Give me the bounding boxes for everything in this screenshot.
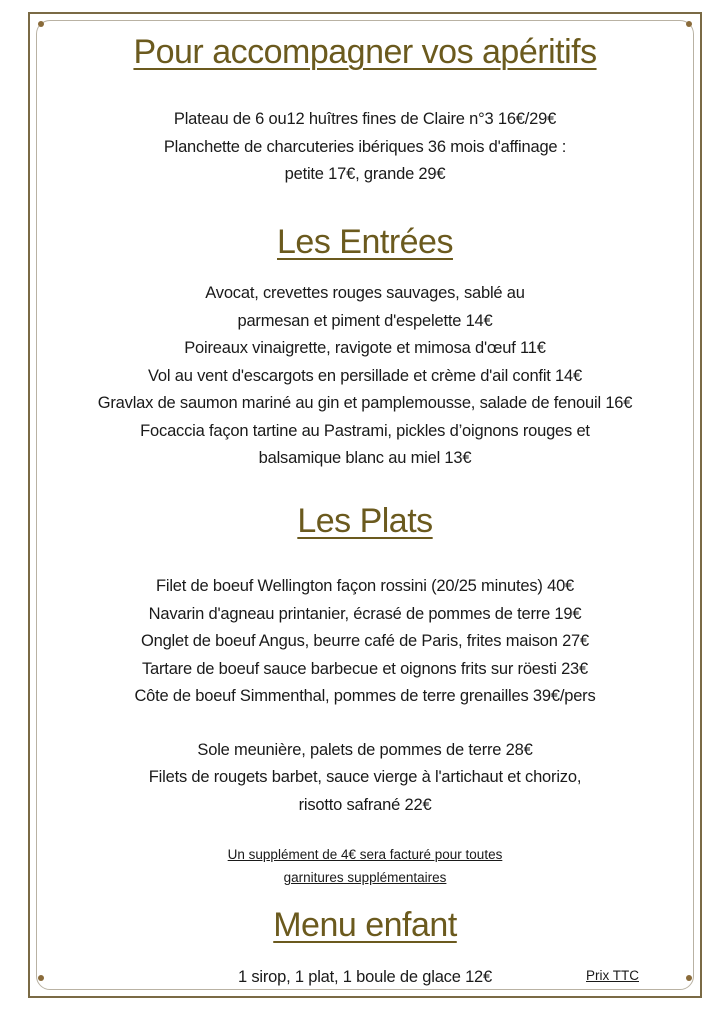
section-title: Les Entrées bbox=[277, 223, 453, 261]
menu-item: petite 17€, grande 29€ bbox=[284, 165, 446, 183]
prix-ttc-label: Prix TTC bbox=[586, 968, 639, 983]
menu-item: Côte de boeuf Simmenthal, pommes de terre grenailles 39€/pers bbox=[134, 687, 596, 705]
menu-item: Filet de boeuf Wellington façon rossini (20/25 minutes) 40€ bbox=[155, 577, 575, 595]
menu-item: Focaccia façon tartine au Pastrami, pickles d’oignons rouges et bbox=[140, 421, 590, 440]
menu-item: Sole meunière, palets de pommes de terre 28€ bbox=[197, 740, 533, 759]
menu-item: Plateau de 6 ou12 huîtres fines de Claire n°3 16€/29€ bbox=[173, 110, 557, 128]
menu-item: Navarin d'agneau printanier, écrasé de pommes de terre 19€ bbox=[148, 604, 582, 623]
menu-item: Tartare de boeuf sauce barbecue et oignons frits sur röesti 23€ bbox=[141, 659, 588, 678]
menu-item: risotto safrané 22€ bbox=[298, 795, 432, 814]
menu-item: Planchette de charcuteries ibériques 36 mois d'affinage : bbox=[163, 137, 567, 156]
menu-item: Gravlax de saumon mariné au gin et pamplemousse, salade de fenouil 16€ bbox=[97, 394, 633, 412]
menu-item: balsamique blanc au miel 13€ bbox=[258, 449, 472, 467]
menu-item: Poireaux vinaigrette, ravigote et mimosa d'œuf 11€ bbox=[184, 339, 546, 357]
section-title: Pour accompagner vos apéritifs bbox=[133, 33, 597, 71]
aperitifs-section bbox=[28, 32, 702, 189]
menu-item: 1 sirop, 1 plat, 1 boule de glace 12€ bbox=[237, 968, 493, 986]
section-title: Les Plats bbox=[297, 502, 433, 540]
menu-item: Vol au vent d'escargots en persillade et crème d'ail confit 14€ bbox=[148, 366, 582, 385]
corner-ornament bbox=[686, 21, 692, 27]
menu-item: Onglet de boeuf Angus, beurre café de Paris, frites maison 27€ bbox=[140, 632, 590, 650]
plats-section bbox=[28, 501, 702, 889]
menu-item: Avocat, crevettes rouges sauvages, sablé au bbox=[205, 284, 525, 302]
entrees-section bbox=[28, 222, 702, 473]
menu-item: parmesan et piment d'espelette 14€ bbox=[237, 311, 493, 330]
section-title: Menu enfant bbox=[273, 906, 457, 944]
supplement-note: garnitures supplémentaires bbox=[283, 870, 447, 885]
supplement-note: Un supplément de 4€ sera facturé pour toutes bbox=[227, 847, 503, 862]
corner-ornament bbox=[38, 21, 44, 27]
menu-item: Filets de rougets barbet, sauce vierge à l'artichaut et chorizo, bbox=[148, 768, 582, 786]
